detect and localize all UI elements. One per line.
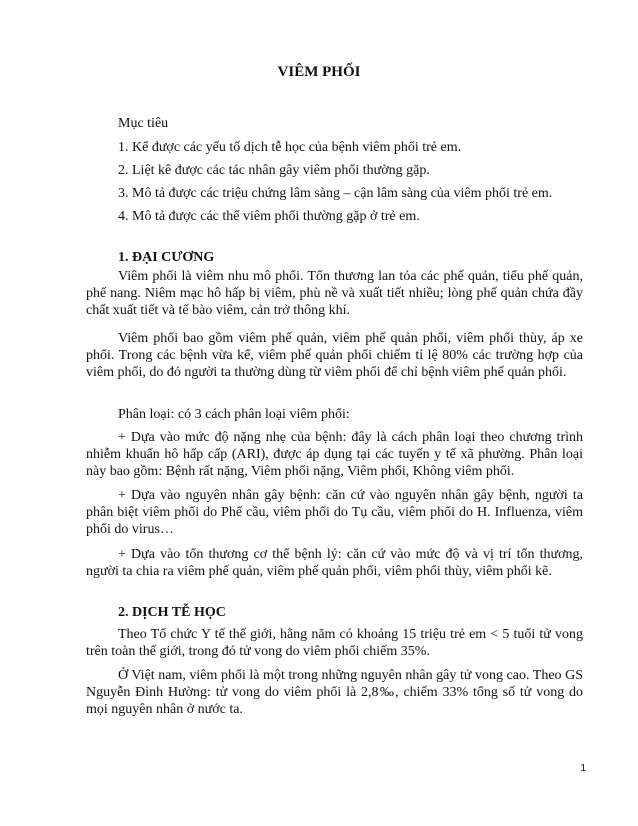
paragraph: + Dựa vào nguyên nhân gây bệnh: căn cứ vào nguyên nhân gây bệnh, người ta phân biệt viêm phổi do Phế cầu, viêm phổi do Tụ cầu, viêm phổi do H. Influenza, viêm phổi do virus…: [86, 488, 583, 537]
paragraph: Theo Tổ chức Y tế thế giới, hằng năm có khoảng 15 triệu trẻ em < 5 tuổi tử vong trên toàn thế giới, trong đó tử vong do viêm phổi chiếm 35%.: [86, 627, 583, 659]
page-number: 1: [580, 763, 586, 774]
paragraph: + Dựa vào mức độ nặng nhẹ của bệnh: đây là cách phân loại theo chương trình nhiễm khuẩn hô hấp cấp (ARI), được áp dụng tại các tuyến y tế xã phường. Phân loại này bao gồm: Bệnh rất nặng, Viêm phổi nặng, Viêm phổi, Không viêm phổi.: [86, 430, 583, 479]
section-heading: 1. ĐẠI CƯƠNG: [118, 250, 215, 265]
paragraph: + Dựa vào tổn thương cơ thể bệnh lý: căn cứ vào mức độ và vị trí tổn thương, người ta chia ra viêm phế quản, viêm phế quản phổi, viêm phổi thùy, viêm phổi kẽ.: [86, 547, 583, 579]
paragraph: Phân loại: có 3 cách phân loại viêm phổi:: [118, 407, 350, 422]
paragraph: Viêm phổi bao gồm viêm phế quản, viêm phế quản phổi, viêm phổi thùy, áp xe phổi. Trong các bệnh vừa kể, viêm phế quản phổi chiếm tỉ lệ 80% các trường hợp của viêm phổi, do đó người ta thường dùng từ viêm phổi để chỉ bệnh viêm phế quản phổi.: [86, 331, 583, 380]
objectives-label: Mục tiêu: [118, 116, 169, 131]
objective-item: 2. Liệt kê được các tác nhân gây viêm phổi thường gặp.: [118, 163, 430, 178]
document-title: VIÊM PHỔI: [277, 64, 361, 80]
objective-item: 1. Kể được các yếu tố dịch tễ học của bệnh viêm phổi trẻ em.: [118, 140, 462, 155]
section-heading: 2. DỊCH TỄ HỌC: [118, 605, 226, 620]
objective-item: 4. Mô tả được các thể viêm phổi thường gặp ở trẻ em.: [118, 209, 420, 224]
objective-item: 3. Mô tả được các triệu chứng lâm sàng – cận lâm sàng của viêm phổi trẻ em.: [118, 186, 553, 201]
paragraph: Viêm phổi là viêm nhu mô phổi. Tổn thương lan tỏa các phế quản, tiểu phế quản, phế nang. Niêm mạc hô hấp bị viêm, phù nề và xuất tiết nhiều; lòng phế quản chứa đầy chất xuất tiết và tế bào viêm, cản trở thông khí.: [86, 269, 583, 318]
paragraph: Ở Việt nam, viêm phổi là một trong những nguyên nhân gây tử vong cao. Theo GS Nguyễn Đình Hường: tử vong do viêm phổi là 2,8‰, chiếm 33% tổng số tử vong do mọi nguyên nhân ở nước ta.: [86, 668, 583, 717]
